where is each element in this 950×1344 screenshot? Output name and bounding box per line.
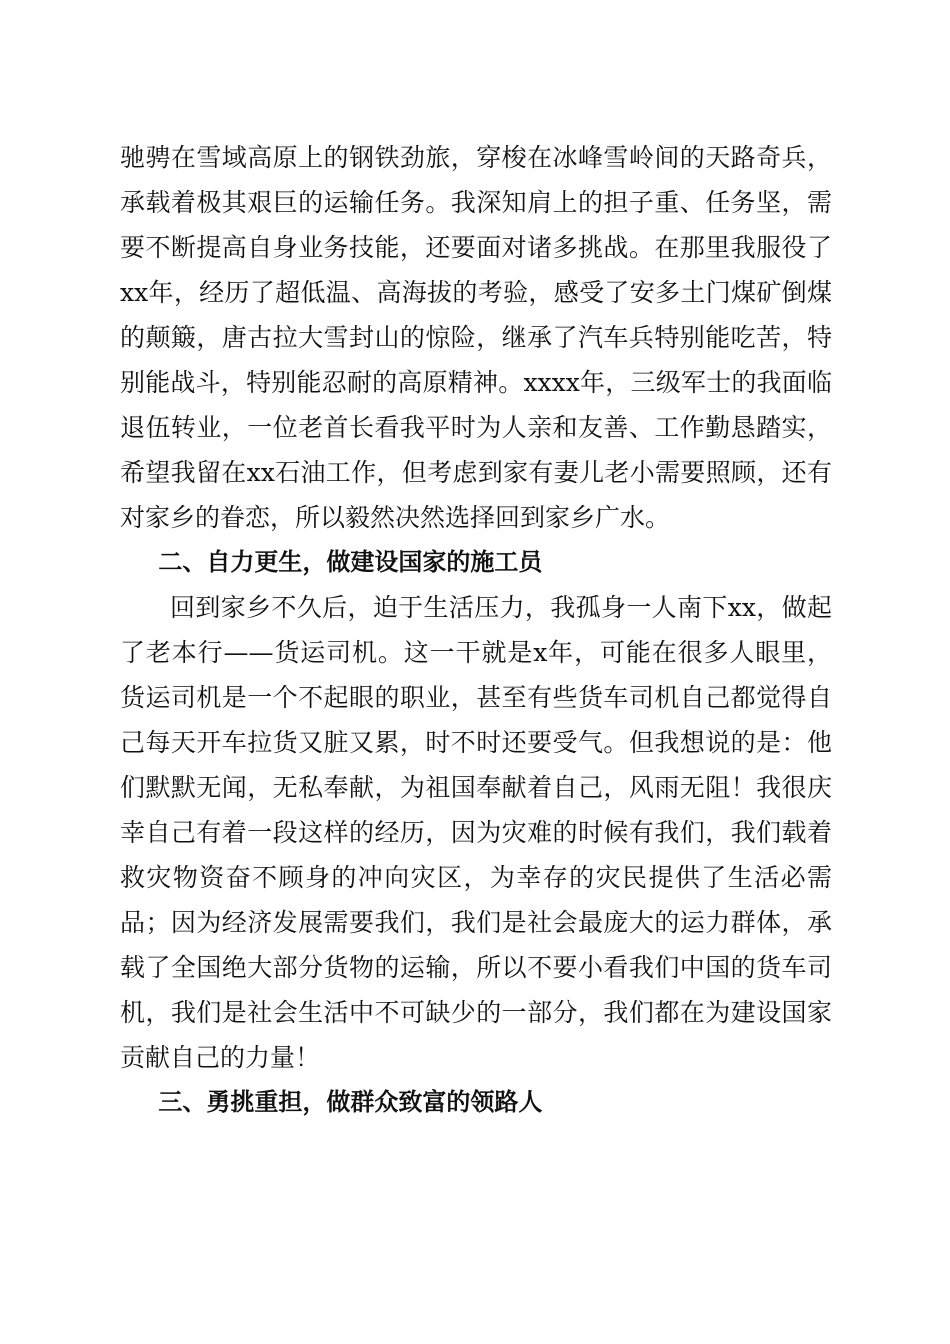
section-heading-2: 二、自力更生，做建设国家的施工员	[158, 548, 543, 576]
section-heading-3: 三、勇挑重担，做群众致富的领路人	[158, 1088, 543, 1116]
body-paragraph: 回到家乡不久后，迫于生活压力，我孤身一人南下xx，做起了老本行——货运司机。这一干就是x年，可能在很多人眼里，货运司机是一个不起眼的职业，甚至有些货车司机自己都觉得自己每天开车拉货又脏又累，时不时还要受气。但我想说的是：他们默默无闻，无私奉献，为祖国奉献着自己，风雨无阻！我很庆幸自己有着一段这样的经历，因为灾难的时候有我们，我们载着救灾物资奋不顾身的冲向灾区，为幸存的灾民提供了生活必需品；因为经济发展需要我们，我们是社会最庞大的运力群体，承载了全国绝大部分货物的运输，所以不要小看我们中国的货车司机，我们是社会生活中不可缺少的一部分，我们都在为建设国家贡献自己的力量！	[120, 593, 832, 1072]
body-paragraph-continued: 驰骋在雪域高原上的钢铁劲旅，穿梭在冰峰雪岭间的天路奇兵，承载着极其艰巨的运输任务。我深知肩上的担子重、任务坚，需要不断提高自身业务技能，还要面对诸多挑战。在那里我服役了xx年，经历了超低温、高海拔的考验，感受了安多土门煤矿倒煤的颠簸，唐古拉大雪封山的惊险，继承了汽车兵特别能吃苦，特别能战斗，特别能忍耐的高原精神。xxxx年，三级军士的我面临退伍转业，一位老首长看我平时为人亲和友善、工作勤恳踏实，希望我留在xx石油工作，但考虑到家有妻儿老小需要照顾，还有对家乡的眷恋，所以毅然决然选择回到家乡广水。	[120, 143, 832, 532]
document-body	[120, 135, 832, 1125]
